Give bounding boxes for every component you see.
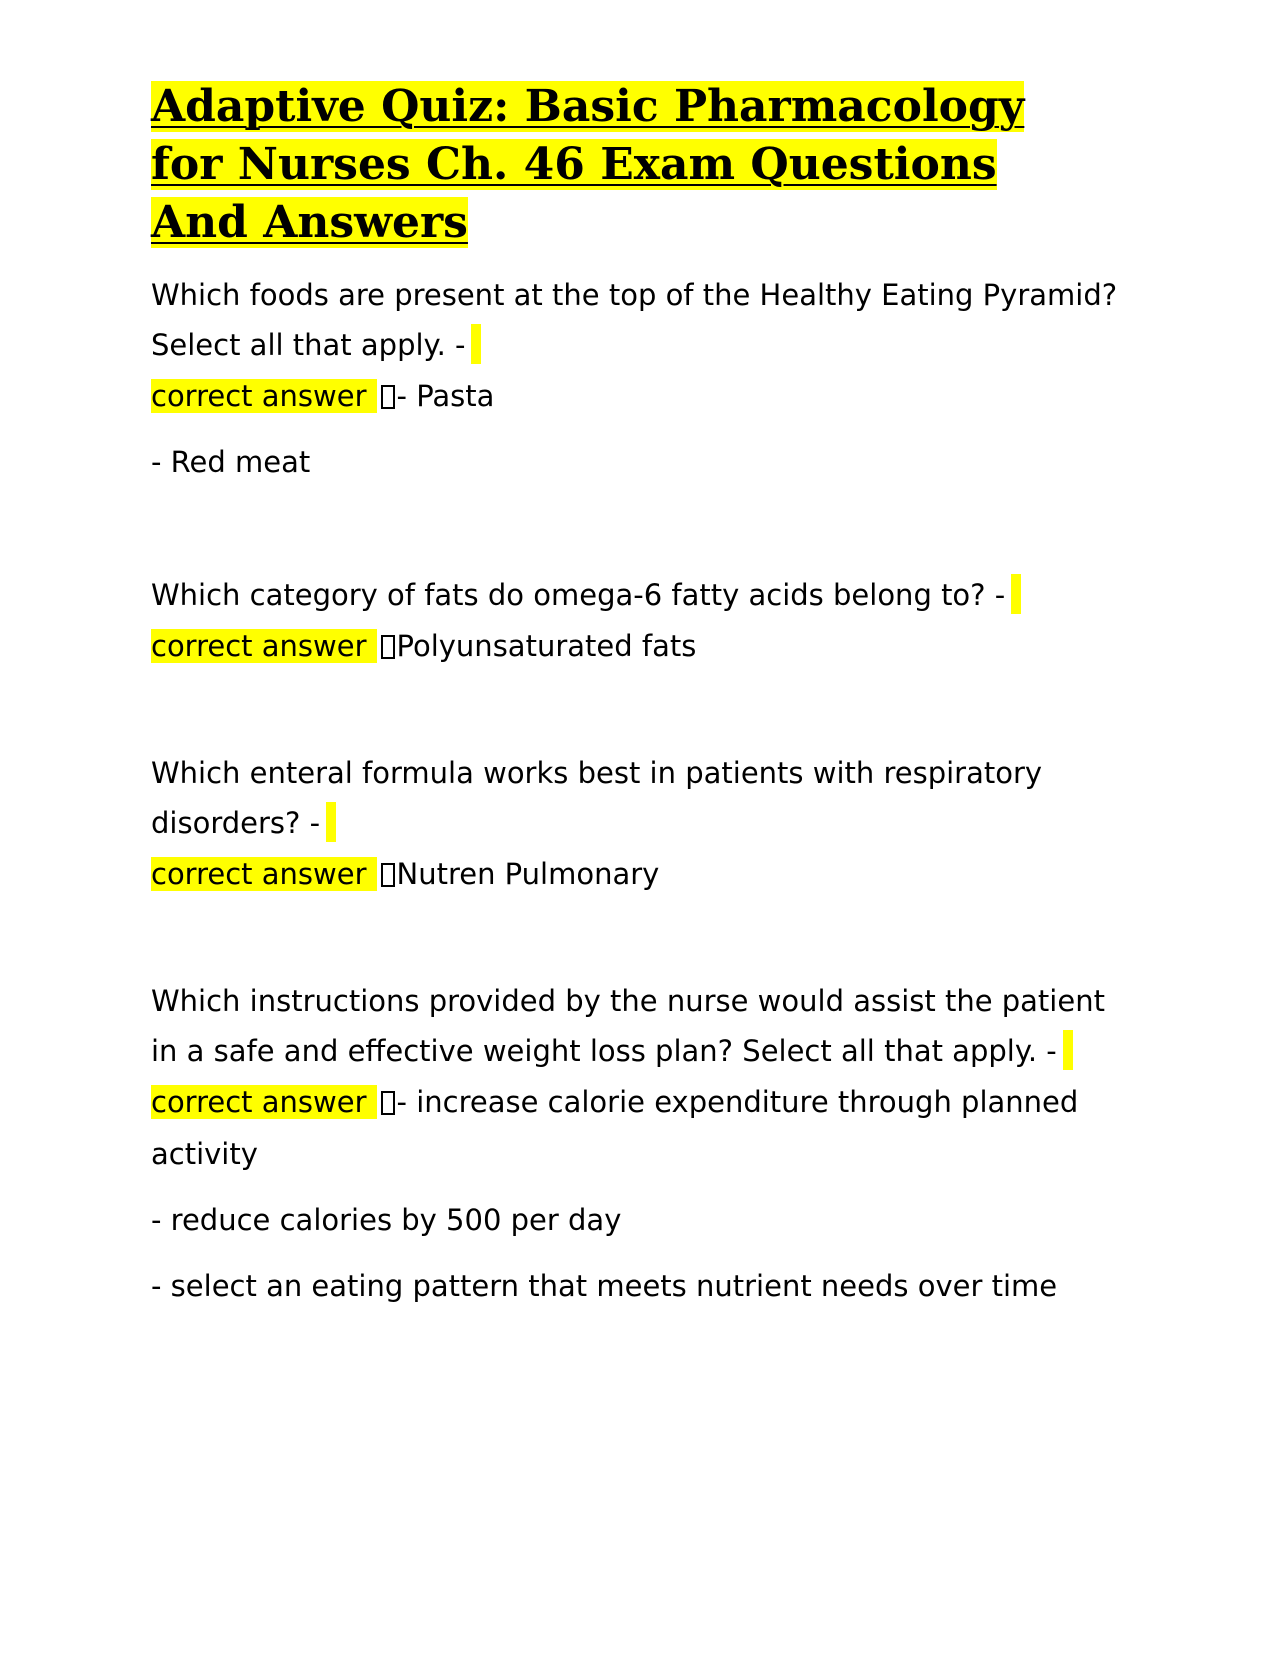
- answer-text: - increase calorie expenditure through planned activity: [151, 1085, 1079, 1171]
- qa-item: [151, 976, 1131, 1312]
- question-text: [151, 976, 1121, 1076]
- highlight-marker: [471, 324, 481, 364]
- answer-line: [151, 370, 1121, 422]
- answer-line: [151, 1076, 1121, 1180]
- missing-glyph-icon: [381, 1091, 395, 1115]
- answer-line: [151, 848, 1121, 900]
- answer-extra-line: - reduce calories by 500 per day: [151, 1203, 622, 1237]
- question-label: Which foods are present at the top of the Healthy Eating Pyramid? Select all that apply. -: [151, 278, 1118, 362]
- missing-glyph-icon: [381, 863, 395, 887]
- answer-text: - Pasta: [396, 379, 495, 413]
- qa-item: [151, 748, 1131, 900]
- correct-answer-label: correct answer: [151, 1085, 377, 1119]
- document-content: [151, 78, 1131, 1386]
- highlight-marker: [326, 802, 336, 842]
- answer-text: Polyunsaturated fats: [396, 629, 697, 663]
- correct-answer-label: correct answer: [151, 857, 377, 891]
- answer-extra-line: - Red meat: [151, 445, 311, 479]
- highlight-marker: [1011, 574, 1021, 614]
- missing-glyph-icon: [381, 385, 395, 409]
- answer-line: [151, 620, 1121, 672]
- question-label: Which enteral formula works best in patients with respiratory disorders? -: [151, 756, 1043, 840]
- document-title: [151, 78, 1051, 252]
- document-title-text: Adaptive Quiz: Basic Pharmacology for Nurses Ch. 46 Exam Questions And Answers: [151, 81, 1025, 248]
- question-text: [151, 748, 1121, 848]
- highlight-marker: [1063, 1030, 1073, 1070]
- question-text: [151, 270, 1121, 370]
- answer-text: Nutren Pulmonary: [396, 857, 660, 891]
- question-text: [151, 570, 1121, 620]
- qa-item: [151, 270, 1131, 488]
- question-label: Which instructions provided by the nurse would assist the patient in a safe and effective weight loss plan? Select all that apply. -: [151, 984, 1105, 1068]
- question-label: Which category of fats do omega-6 fatty acids belong to? -: [151, 578, 1006, 612]
- qa-item: [151, 570, 1131, 672]
- answer-extra-line: - select an eating pattern that meets nutrient needs over time: [151, 1269, 1058, 1303]
- correct-answer-label: correct answer: [151, 379, 377, 413]
- correct-answer-label: correct answer: [151, 629, 377, 663]
- missing-glyph-icon: [381, 635, 395, 659]
